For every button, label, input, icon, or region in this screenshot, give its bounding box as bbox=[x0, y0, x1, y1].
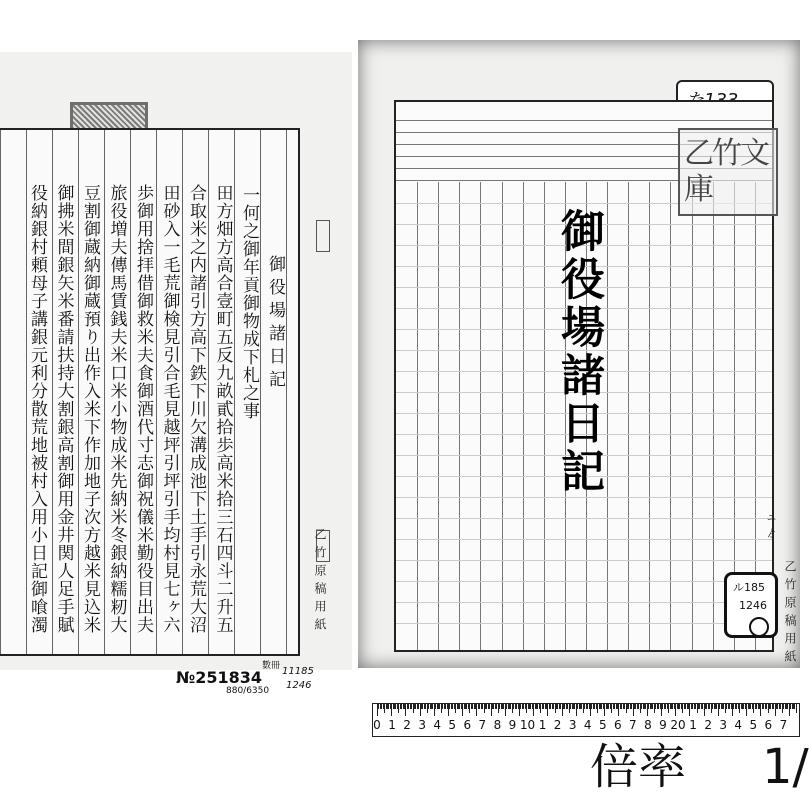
ruler-number: 10 bbox=[519, 718, 536, 732]
grid-column-line bbox=[502, 182, 503, 650]
text-column: 合取米之内諸引方高下鉄下川欠溝成池下土手引永荒大沼 bbox=[186, 184, 206, 634]
text-column: 歩御用捨拝借御救米夫食御酒代寸志御祝儀米勤役目出夫 bbox=[133, 184, 153, 634]
grid-row-line bbox=[396, 539, 772, 540]
ruler-number: 5 bbox=[448, 718, 457, 732]
ruler-number: 8 bbox=[493, 718, 502, 732]
cover-title: 御役場諸日記 bbox=[553, 208, 604, 496]
grid-column-line bbox=[0, 130, 26, 654]
text-column: 豆割御蔵納御蔵預り出作入米下作加地子次方越米見込米 bbox=[80, 184, 100, 634]
text-column: 一何之御年貢御物成下札之事 bbox=[239, 186, 259, 420]
left-footer-label: 乙竹原稿用紙 bbox=[313, 528, 327, 636]
shelf-label-line1: ル185 bbox=[733, 581, 765, 594]
side-small-label: 數冊 bbox=[262, 661, 281, 671]
ruler-number: 6 bbox=[764, 718, 773, 732]
ruler-number: 9 bbox=[659, 718, 667, 732]
magnification-value: 1/ bbox=[762, 739, 809, 795]
right-small-mark: ニゟ bbox=[764, 512, 775, 544]
stamp-sub-number: 880/6350 bbox=[226, 686, 270, 696]
grid-column-line bbox=[286, 130, 312, 654]
grid-column-line bbox=[459, 182, 460, 650]
ruler-tick bbox=[796, 704, 797, 713]
ruler-number: 0 bbox=[373, 718, 381, 732]
grid-column-line bbox=[523, 182, 524, 650]
stamp-number: №251834 bbox=[176, 668, 263, 687]
ruler-number: 3 bbox=[568, 718, 577, 732]
measurement-ruler bbox=[372, 703, 800, 737]
grid-row-line bbox=[396, 497, 772, 498]
ruler-number: 9 bbox=[508, 718, 517, 732]
grid-column-line bbox=[649, 182, 650, 650]
shelf-label-box bbox=[724, 572, 778, 638]
ruler-number: 5 bbox=[749, 718, 758, 732]
ruler-number: 6 bbox=[463, 718, 472, 732]
ruler-number: 5 bbox=[598, 718, 607, 732]
right-footer-label: 乙竹原稿用紙 bbox=[783, 560, 797, 668]
text-column: 御拂米間銀矢米番請扶持大割銀高割御用金井関人足手賦 bbox=[53, 184, 74, 634]
ruler-number: 1 bbox=[689, 718, 697, 732]
grid-column-line bbox=[480, 182, 481, 650]
ruler-number: 4 bbox=[583, 718, 592, 732]
left-page-title: 御役場諸日記 bbox=[265, 255, 285, 393]
ruler-number: 6 bbox=[614, 718, 622, 732]
ruler-number: 4 bbox=[734, 718, 743, 732]
ruler-number: 2 bbox=[403, 718, 411, 732]
ruler-number: 2 bbox=[553, 718, 562, 732]
ruler-number: 8 bbox=[644, 718, 652, 732]
text-column: 役納銀村頼母子講銀元利分散荒地被村入用小日記御喰濁 bbox=[27, 184, 47, 634]
grid-row-line bbox=[396, 602, 772, 603]
grid-column-line bbox=[544, 182, 545, 650]
seal-text: 乙竹文庫 bbox=[684, 136, 768, 207]
handwritten-note-1: 11185 bbox=[282, 666, 314, 677]
grid-column-line bbox=[713, 182, 714, 650]
ruler-number: 7 bbox=[478, 718, 487, 732]
grid-column-line bbox=[628, 182, 629, 650]
ruler-number: 1 bbox=[538, 718, 547, 732]
grid-column-line bbox=[417, 182, 418, 650]
text-column: 田方畑方高合壹町五反九畝貳拾歩高米拾三石四斗二升五 bbox=[212, 184, 233, 634]
library-seal-icon bbox=[678, 128, 778, 216]
ruler-number: 3 bbox=[719, 718, 728, 732]
ruler-number: 2 bbox=[704, 718, 712, 732]
grid-row-line bbox=[396, 581, 772, 582]
grid-row-line bbox=[396, 623, 772, 624]
text-column: 旅役増夫傳馬賃銭夫米口米小物成米先納米冬銀納糯籾大 bbox=[106, 184, 127, 634]
grid-column-line bbox=[438, 182, 439, 650]
magnification-label: 倍率 bbox=[590, 739, 687, 795]
ruler-number: 4 bbox=[433, 718, 442, 732]
grid-row-line bbox=[396, 560, 772, 561]
ruler-number: 3 bbox=[418, 718, 426, 732]
ruler-number: 7 bbox=[629, 718, 637, 732]
ruler-number: 20 bbox=[670, 718, 686, 732]
header-rule-line bbox=[396, 120, 772, 121]
text-column: 田砂入一毛荒御検見引合毛見越坪引坪引手均村見七ヶ六 bbox=[159, 184, 180, 634]
label-circle-icon bbox=[749, 617, 769, 637]
shelf-label-line2: 1246 bbox=[739, 599, 767, 612]
ruler-number: 7 bbox=[779, 718, 788, 732]
grid-column-line bbox=[692, 182, 693, 650]
ruler-number: 1 bbox=[388, 718, 396, 732]
handwritten-note-2: 1246 bbox=[286, 680, 312, 691]
grid-row-line bbox=[396, 518, 772, 519]
grid-column-line bbox=[670, 182, 671, 650]
binding-tab-icon bbox=[316, 220, 330, 252]
